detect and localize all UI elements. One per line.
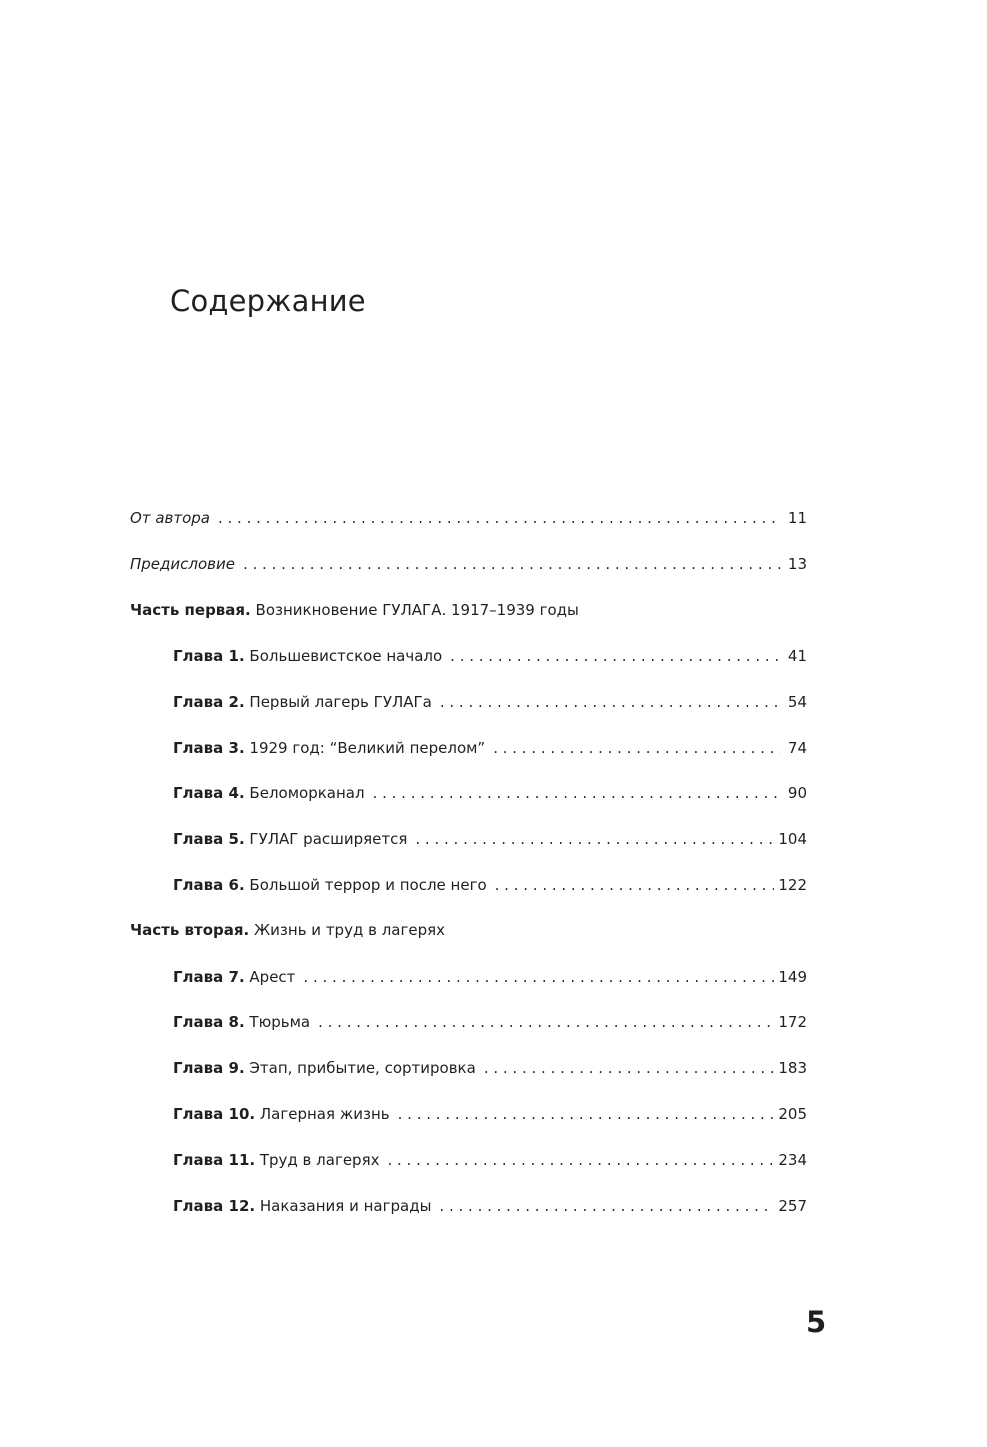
chapter-title: Труд в лагерях: [259, 1151, 380, 1169]
toc-chapter-12[interactable]: [173, 1194, 807, 1218]
dot-leader: [398, 1102, 775, 1126]
chapter-page: 74: [787, 739, 807, 757]
chapter-label: Глава 8.: [173, 1013, 245, 1031]
toc-entry-preface[interactable]: [130, 552, 807, 576]
toc-chapter-10[interactable]: [173, 1102, 807, 1126]
chapter-page: 104: [778, 830, 807, 848]
dot-leader: [493, 736, 781, 760]
dot-leader: [495, 873, 775, 897]
toc-chapter-9[interactable]: [173, 1056, 807, 1080]
toc-part-1-heading[interactable]: [130, 598, 807, 622]
chapter-title: ГУЛАГ расширяется: [249, 830, 408, 848]
chapter-title: Беломорканал: [249, 784, 365, 802]
toc-chapter-6[interactable]: [173, 873, 807, 897]
chapter-label: Глава 2.: [173, 693, 245, 711]
chapter-title: Большевистское начало: [249, 647, 443, 665]
chapter-label: Глава 12.: [173, 1197, 256, 1215]
toc-chapter-3[interactable]: [173, 736, 807, 760]
chapter-title: Тюрьма: [249, 1013, 311, 1031]
chapter-label: Глава 10.: [173, 1105, 256, 1123]
page-number: 5: [806, 1305, 827, 1339]
dot-leader: [450, 644, 781, 668]
chapter-title: Арест: [249, 968, 296, 986]
chapter-page: 90: [787, 784, 807, 802]
chapter-label: Глава 11.: [173, 1151, 256, 1169]
dot-leader: [218, 506, 781, 530]
toc-chapter-7[interactable]: [173, 965, 807, 989]
chapter-label: Глава 4.: [173, 784, 245, 802]
chapter-label: Глава 5.: [173, 830, 245, 848]
toc-chapter-1[interactable]: [173, 644, 807, 668]
part-title: Возникновение ГУЛАГА. 1917–1939 годы: [255, 601, 579, 619]
chapter-page: 183: [778, 1059, 807, 1077]
part-label: Часть вторая.: [130, 921, 250, 939]
chapter-label: Глава 9.: [173, 1059, 245, 1077]
part-title: Жизнь и труд в лагерях: [254, 921, 446, 939]
dot-leader: [243, 552, 781, 576]
toc-chapter-4[interactable]: [173, 781, 807, 805]
toc-entry-page: 11: [787, 509, 807, 527]
toc-entry-page: 13: [787, 555, 807, 573]
dot-leader: [318, 1010, 774, 1034]
toc-chapter-8[interactable]: [173, 1010, 807, 1034]
toc-entry-from-author[interactable]: [130, 506, 807, 530]
chapter-title: Наказания и награды: [259, 1197, 432, 1215]
chapter-page: 41: [787, 647, 807, 665]
dot-leader: [440, 690, 781, 714]
chapter-page: 172: [778, 1013, 807, 1031]
chapter-title: Этап, прибытие, сортировка: [249, 1059, 476, 1077]
chapter-title: Лагерная жизнь: [259, 1105, 390, 1123]
dot-leader: [415, 827, 774, 851]
toc-chapter-2[interactable]: [173, 690, 807, 714]
dot-leader: [484, 1056, 775, 1080]
chapter-title: Большой террор и после него: [249, 876, 487, 894]
toc-entry-title: От автора: [130, 509, 210, 527]
dot-leader: [373, 781, 781, 805]
chapter-title: 1929 год: “Великий перелом”: [249, 739, 486, 757]
toc-chapter-5[interactable]: [173, 827, 807, 851]
dot-leader: [439, 1194, 774, 1218]
chapter-label: Глава 6.: [173, 876, 245, 894]
toc-chapter-11[interactable]: [173, 1148, 807, 1172]
page-title: Содержание: [170, 284, 366, 318]
chapter-label: Глава 3.: [173, 739, 245, 757]
chapter-label: Глава 7.: [173, 968, 245, 986]
dot-leader: [303, 965, 774, 989]
chapter-title: Первый лагерь ГУЛАГа: [249, 693, 432, 711]
chapter-page: 149: [778, 968, 807, 986]
chapter-page: 205: [778, 1105, 807, 1123]
part-label: Часть первая.: [130, 601, 251, 619]
chapter-label: Глава 1.: [173, 647, 245, 665]
toc-part-2-heading[interactable]: [130, 918, 807, 942]
chapter-page: 234: [778, 1151, 807, 1169]
chapter-page: 122: [778, 876, 807, 894]
chapter-page: 257: [778, 1197, 807, 1215]
toc-entry-title: Предисловие: [130, 555, 235, 573]
chapter-page: 54: [787, 693, 807, 711]
dot-leader: [387, 1148, 774, 1172]
